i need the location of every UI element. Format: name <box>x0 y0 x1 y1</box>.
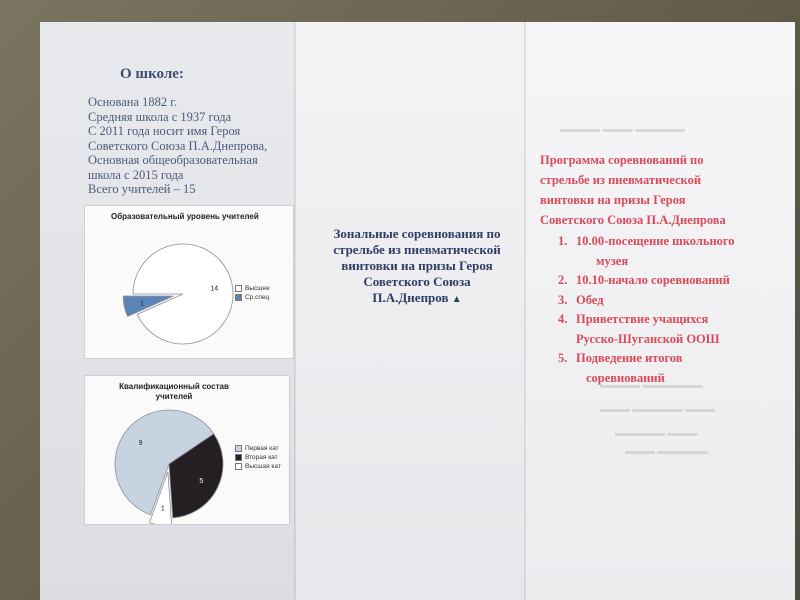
show-through-text: ▬▬▬▬▬ ▬▬▬ <box>615 428 698 439</box>
program-title-line: Программа соревнований по <box>540 153 704 167</box>
program-item <box>558 310 778 349</box>
program-title-line: винтовки на призы Героя <box>540 193 686 207</box>
program-item-text <box>576 271 730 291</box>
program-item-text <box>576 291 604 311</box>
program-item <box>558 349 778 388</box>
program-item-text <box>576 349 683 388</box>
program-item <box>558 271 778 291</box>
school-info-line: Всего учителей – 15 <box>88 182 196 196</box>
data-label: 9 <box>138 439 143 447</box>
program-item-line: Подведение итогов <box>576 351 683 365</box>
event-title-name: П.А.Днепров <box>372 290 449 305</box>
event-title-line: стрельбе из пневматической <box>333 242 501 257</box>
legend-item <box>235 444 281 453</box>
school-info-line: С 2011 года носит имя Героя <box>88 124 241 138</box>
program-item-line: соревнований <box>586 370 665 385</box>
show-through-text: ▬▬▬▬ ▬▬▬▬▬▬ <box>600 380 703 391</box>
program-item-line: 10.00-посещение школьного <box>576 234 735 248</box>
program-item-line: Приветствие учащихся <box>576 312 709 326</box>
event-title-line <box>322 290 512 308</box>
qualification-chart <box>84 375 290 525</box>
fold-line-1 <box>294 22 296 600</box>
event-title-line: винтовки на призы Героя <box>341 258 493 273</box>
chart-title: Квалификационный состав учителей <box>119 382 229 401</box>
event-title <box>322 226 512 308</box>
middle-panel <box>295 22 525 600</box>
show-through-text: ▬▬▬▬ ▬▬▬ ▬▬▬▬▬ <box>560 124 685 135</box>
cursor-icon: ▲ <box>451 294 462 305</box>
school-title: О школе: <box>120 66 184 82</box>
legend-item <box>235 293 270 302</box>
legend-swatch <box>235 463 242 470</box>
legend-label: Вторая кат <box>245 454 278 461</box>
event-title-line: Зональные соревнования по <box>333 226 501 241</box>
program-title <box>540 150 780 230</box>
chart-legend <box>235 444 281 471</box>
program-item-number: 5. <box>558 351 568 365</box>
legend-swatch <box>235 454 242 461</box>
program-item <box>558 291 778 311</box>
school-info-line: школа с 2015 года <box>88 167 184 182</box>
school-info-line: Средняя школа с 1937 года <box>88 109 232 124</box>
program-item-line: Обед <box>576 292 604 307</box>
event-title-line: Советского Союза <box>363 274 471 289</box>
data-label: 14 <box>210 285 219 293</box>
chart-title: Образовательный уровень учителей <box>111 212 259 221</box>
program-item-text <box>576 310 720 349</box>
program-item-text <box>576 232 735 271</box>
legend-swatch <box>235 294 242 301</box>
program-item-line: 10.10-начало соревнований <box>576 273 730 287</box>
legend-label: Высшая кат <box>245 463 281 470</box>
legend-label: Ср.спец <box>245 294 270 301</box>
show-through-text: ▬▬▬ ▬▬▬▬▬ ▬▬▬ <box>600 404 715 415</box>
data-label: 5 <box>199 477 204 485</box>
legend-swatch <box>235 285 242 292</box>
program-title-line: стрельбе из пневматической <box>540 173 702 187</box>
chart-legend <box>235 284 270 302</box>
data-label: 1 <box>139 300 144 308</box>
program-item-number: 3. <box>558 292 568 307</box>
program-item-line: Русско-Шуганской ООШ <box>576 331 720 346</box>
school-info <box>88 95 288 197</box>
show-through-text: ▬▬▬ ▬▬▬▬▬ <box>625 446 708 457</box>
legend-label: Высшее <box>245 285 270 292</box>
legend-item <box>235 284 270 293</box>
program-title-line: Советского Союза П.А.Днепрова <box>540 213 726 227</box>
data-label: 1 <box>160 505 165 513</box>
program-item-number: 1. <box>558 234 568 248</box>
program-item <box>558 232 778 271</box>
legend-item <box>235 453 281 462</box>
legend-label: Первая кат <box>245 445 279 452</box>
fold-line-2 <box>524 22 526 600</box>
program-list <box>558 232 778 388</box>
legend-item <box>235 462 281 471</box>
legend-swatch <box>235 445 242 452</box>
program-item-number: 2. <box>558 273 568 287</box>
program-item-line: музея <box>596 253 629 268</box>
program-item-number: 4. <box>558 312 568 326</box>
school-info-line: Советского Союза П.А.Днепрова, <box>88 138 268 153</box>
pie-slice <box>133 244 233 344</box>
school-info-line: Основана 1882 г. <box>88 95 178 109</box>
school-info-line: Основная общеобразовательная <box>88 153 258 167</box>
pie-chart <box>85 206 293 358</box>
education-level-chart <box>84 205 294 359</box>
